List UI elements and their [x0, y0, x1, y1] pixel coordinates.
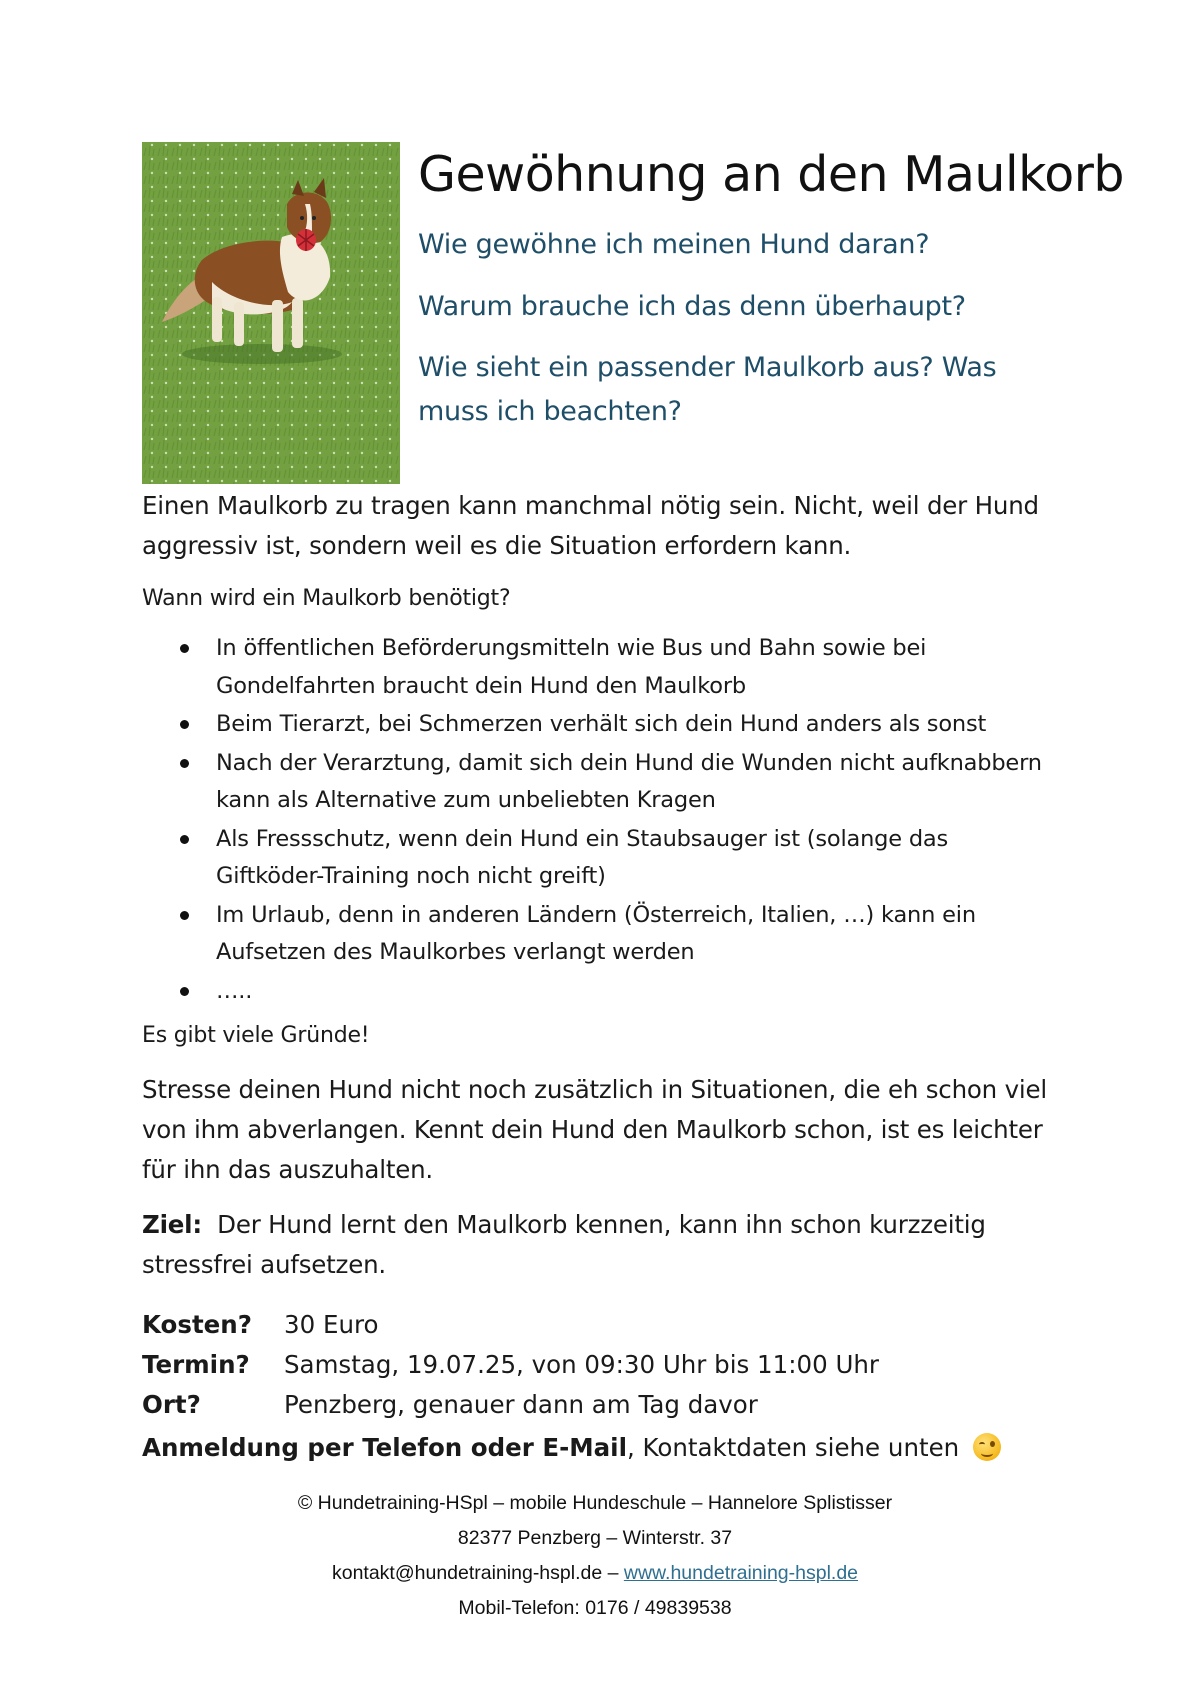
list-item: Beim Tierarzt, bei Schmerzen verhält sich dein Hund anders als sonst — [142, 706, 1062, 744]
cost-row — [142, 1305, 379, 1345]
intro-paragraph-block — [142, 486, 1062, 566]
date-row — [142, 1345, 879, 1385]
bullet-icon — [180, 644, 189, 653]
page-title: Gewöhnung an den Maulkorb — [418, 146, 1124, 203]
intro-questions — [418, 222, 1038, 450]
reasons-list — [142, 630, 1062, 1011]
place-label: Ort? — [142, 1390, 201, 1419]
dog-with-muzzle-icon — [142, 142, 400, 484]
list-item: Als Fressschutz, wenn dein Hund ein Staubsauger ist (solange das Giftköder-Training noch nicht greift) — [142, 821, 1062, 896]
footer-email: kontakt@hundetraining-hspl.de – — [331, 1562, 624, 1584]
bullet-icon — [180, 987, 189, 996]
winking-face-icon — [973, 1433, 1001, 1461]
goal-paragraph — [142, 1205, 1062, 1285]
bullet-icon — [180, 759, 189, 768]
bullet-icon — [180, 835, 189, 844]
cost-value: 30 Euro — [284, 1310, 379, 1339]
cost-label: Kosten? — [142, 1310, 252, 1339]
question-2: Warum brauche ich das denn überhaupt? — [418, 291, 966, 322]
list-item: In öffentlichen Beförderungsmitteln wie Bus und Bahn sowie bei Gondelfahrten braucht dein Hund den Maulkorb — [142, 630, 1062, 705]
goal-text: Der Hund lernt den Maulkorb kennen, kann ihn schon kurzzeitig stressfrei aufsetzen. — [142, 1210, 986, 1279]
date-value: Samstag, 19.07.25, von 09:30 Uhr bis 11:00 Uhr — [284, 1350, 879, 1379]
registration-rest: , Kontaktdaten siehe unten — [626, 1433, 960, 1462]
website-link[interactable]: www.hundetraining-hspl.de — [623, 1562, 859, 1584]
reasons-block — [142, 1021, 1062, 1051]
goal-label: Ziel: — [142, 1210, 202, 1239]
when-heading-block — [142, 584, 1062, 614]
footer-line-2: 82377 Penzberg – Winterstr. 37 — [457, 1527, 733, 1549]
stress-paragraph: Stresse deinen Hund nicht noch zusätzlich in Situationen, die eh schon viel von ihm abverlangen. Kennt dein Hund den Maulkorb schon, ist es leichter für ihn das auszuhalten. — [142, 1075, 1047, 1184]
intro-paragraph: Einen Maulkorb zu tragen kann manchmal nötig sein. Nicht, weil der Hund aggressiv ist, sondern weil es die Situation erfordern kann. — [142, 491, 1039, 560]
question-3: Wie sieht ein passender Maulkorb aus? Was muss ich beachten? — [418, 352, 997, 427]
footer-phone: Mobil-Telefon: 0176 / 49839538 — [458, 1597, 732, 1619]
list-item: Nach der Verarztung, damit sich dein Hund die Wunden nicht aufknabbern kann als Alternative zum unbeliebten Kragen — [142, 745, 1062, 820]
goal-block — [142, 1205, 1062, 1285]
stress-paragraph-block — [142, 1070, 1062, 1190]
footer-line-1: © Hundetraining-HSpl – mobile Hundeschule – Hannelore Splistisser — [297, 1492, 893, 1514]
bullet-icon — [180, 911, 189, 920]
reasons-text: Es gibt viele Gründe! — [142, 1023, 370, 1048]
question-1: Wie gewöhne ich meinen Hund daran? — [418, 229, 930, 260]
footer-line-3 — [0, 1562, 1190, 1585]
when-heading: Wann wird ein Maulkorb benötigt? — [142, 586, 511, 611]
date-label: Termin? — [142, 1350, 250, 1379]
registration-row — [142, 1428, 1001, 1468]
place-value: Penzberg, genauer dann am Tag davor — [284, 1390, 758, 1419]
place-row — [142, 1385, 758, 1425]
dog-photo — [142, 142, 400, 484]
list-item: ….. — [142, 973, 1062, 1011]
list-item: Im Urlaub, denn in anderen Ländern (Österreich, Italien, …) kann ein Aufsetzen des Maulkorbes verlangt werden — [142, 897, 1062, 972]
registration-bold: Anmeldung per Telefon oder E-Mail — [142, 1433, 627, 1462]
bullet-icon — [180, 720, 189, 729]
